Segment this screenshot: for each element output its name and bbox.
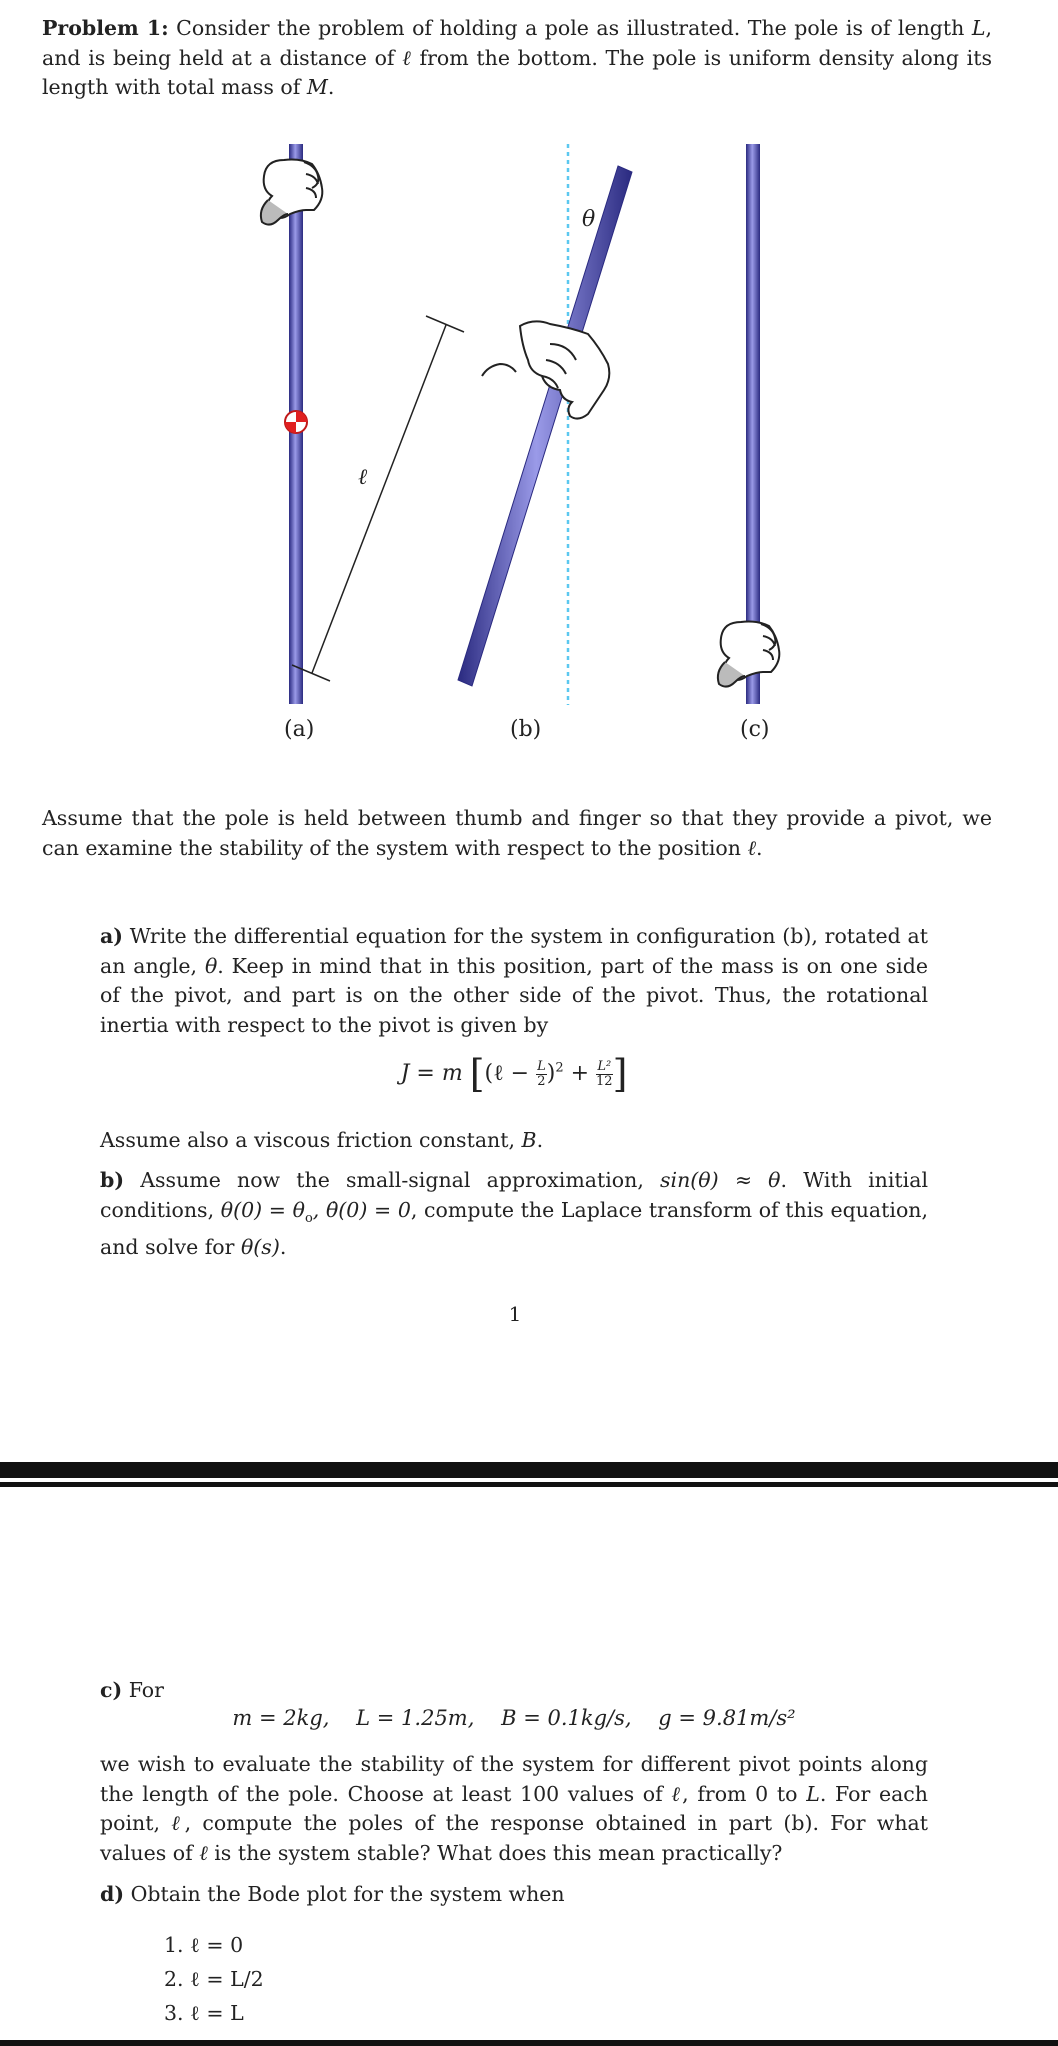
bode-cases-list xyxy=(164,1928,264,2030)
friction-assumption xyxy=(100,1126,928,1156)
assumption-paragraph xyxy=(42,804,992,863)
part-a-text-2: . Keep in mind that in this position, part of the mass is on one side of the pivot, and part is on the other side of the pivot. Thus, the rotational inertia with respect to the pivot is given by xyxy=(100,953,928,1037)
problem-heading: Problem 1: xyxy=(42,16,169,40)
frac-den: 12 xyxy=(596,1073,613,1089)
eq-frac-L-2 xyxy=(536,1060,547,1089)
part-c-text-1: we wish to evaluate the stability of the system for different pivot points along the length of the pole. Choose at least 100 values of xyxy=(100,1752,928,1806)
part-c-text-4: , compute the poles of the response obtained in part (b). For what values of xyxy=(100,1811,928,1865)
part-a xyxy=(100,922,928,1040)
problem-statement xyxy=(42,14,992,103)
part-a-label: a) xyxy=(100,924,123,948)
frac-num: L² xyxy=(597,1058,612,1074)
part-c-text-2: , from 0 to xyxy=(682,1781,807,1806)
params: m = 2kg, L = 1.25m, B = 0.1kg/s, g = 9.81m/s² xyxy=(232,1706,796,1730)
part-c-for: For xyxy=(122,1678,164,1702)
label-c: (c) xyxy=(740,717,770,742)
part-b-label: b) xyxy=(100,1168,125,1192)
intro-text-4: . xyxy=(327,75,335,99)
var-L: L xyxy=(971,16,986,40)
eq-paren-close: ) xyxy=(546,1061,556,1086)
assume-text-1: Assume that the pole is held between thumb and finger so that they provide a pivot, we can examine the stability of the system with respect to the position xyxy=(42,806,992,860)
part-b-text-1: Assume now the small-signal approximation, xyxy=(124,1168,661,1192)
part-c-text-5: is the system stable? What does this mean practically? xyxy=(207,1840,783,1865)
label-a: (a) xyxy=(284,717,315,742)
inertia-equation xyxy=(0,1052,1028,1096)
list-item: 3. ℓ = L xyxy=(164,2001,244,2025)
config-a xyxy=(261,144,322,704)
part-c xyxy=(100,1750,928,1868)
config-c xyxy=(718,144,779,704)
var-L: L xyxy=(806,1781,820,1806)
page-number: 1 xyxy=(508,1302,522,1326)
part-d-text: Obtain the Bode plot for the system when xyxy=(124,1882,565,1906)
theta-label: θ xyxy=(582,207,596,232)
intro-text-2: , and is being held at a distance of xyxy=(42,16,992,70)
part-c-label: c) xyxy=(100,1678,123,1702)
page-separator-line xyxy=(0,1482,1058,1487)
ell-label: ℓ xyxy=(358,465,368,490)
pole-c xyxy=(746,144,760,704)
page-separator xyxy=(0,1462,1058,1478)
eq-J: J = m xyxy=(400,1061,463,1086)
var-ell: ℓ xyxy=(671,1781,683,1806)
initial-condition-sub: o xyxy=(304,1210,313,1226)
pole-b xyxy=(458,166,632,686)
center-of-mass-icon xyxy=(285,411,307,433)
part-d xyxy=(100,1880,928,1910)
var-ell: ℓ xyxy=(199,1840,208,1865)
var-ell: ℓ xyxy=(171,1811,185,1835)
part-a-text-1: Write the differential equation for the system in configuration (b), rotated at an angle, xyxy=(100,924,928,978)
friction-text-1: Assume also a viscous friction constant, xyxy=(100,1128,522,1152)
ell-dimension-line xyxy=(312,325,446,673)
parameter-values xyxy=(0,1706,1028,1730)
bottom-rule xyxy=(0,2040,1058,2046)
part-d-label: d) xyxy=(100,1882,125,1906)
initial-condition-2: , θ̇(0) = 0 xyxy=(312,1197,411,1222)
list-item: 1. ℓ = 0 xyxy=(164,1933,244,1957)
list-item: 2. ℓ = L/2 xyxy=(164,1967,264,1991)
part-c-text-3: . For each point, xyxy=(100,1781,928,1835)
eq-plus: + xyxy=(563,1061,597,1086)
part-b-text-4: . xyxy=(279,1235,287,1260)
var-B: B xyxy=(521,1128,537,1152)
eq-square: 2 xyxy=(555,1060,564,1076)
initial-condition: θ(0) = θ xyxy=(220,1197,305,1222)
small-signal-approx: sin(θ) ≈ θ xyxy=(660,1168,781,1192)
eq-bracket-close: ] xyxy=(612,1052,628,1096)
assume-text-2: . xyxy=(756,835,763,860)
var-ell: ℓ xyxy=(402,45,412,70)
part-b-text-3: , compute the Laplace transform of this equation, and solve for xyxy=(100,1197,929,1260)
pole-figure xyxy=(220,130,800,750)
eq-frac-L2-12 xyxy=(596,1060,613,1089)
frac-num: L xyxy=(537,1058,546,1074)
var-ell: ℓ xyxy=(747,835,756,860)
frac-den: 2 xyxy=(537,1073,546,1089)
var-theta: θ xyxy=(204,953,218,978)
intro-text-1: Consider the problem of holding a pole as illustrated. The pole is of length xyxy=(168,16,972,40)
label-b: (b) xyxy=(510,717,542,742)
config-b xyxy=(292,144,632,705)
eq-paren-open: (ℓ − xyxy=(484,1061,537,1086)
eq-bracket-open: [ xyxy=(469,1052,485,1096)
var-M: M xyxy=(306,75,328,99)
part-c-intro xyxy=(100,1676,928,1706)
friction-text-2: . xyxy=(536,1128,544,1152)
part-b-text-2: . With initial conditions, xyxy=(100,1168,928,1222)
intro-text-3: from the bottom. The pole is uniform density along its length with total mass of xyxy=(42,45,992,99)
theta-s: θ(s) xyxy=(240,1235,280,1260)
part-b xyxy=(100,1166,928,1263)
